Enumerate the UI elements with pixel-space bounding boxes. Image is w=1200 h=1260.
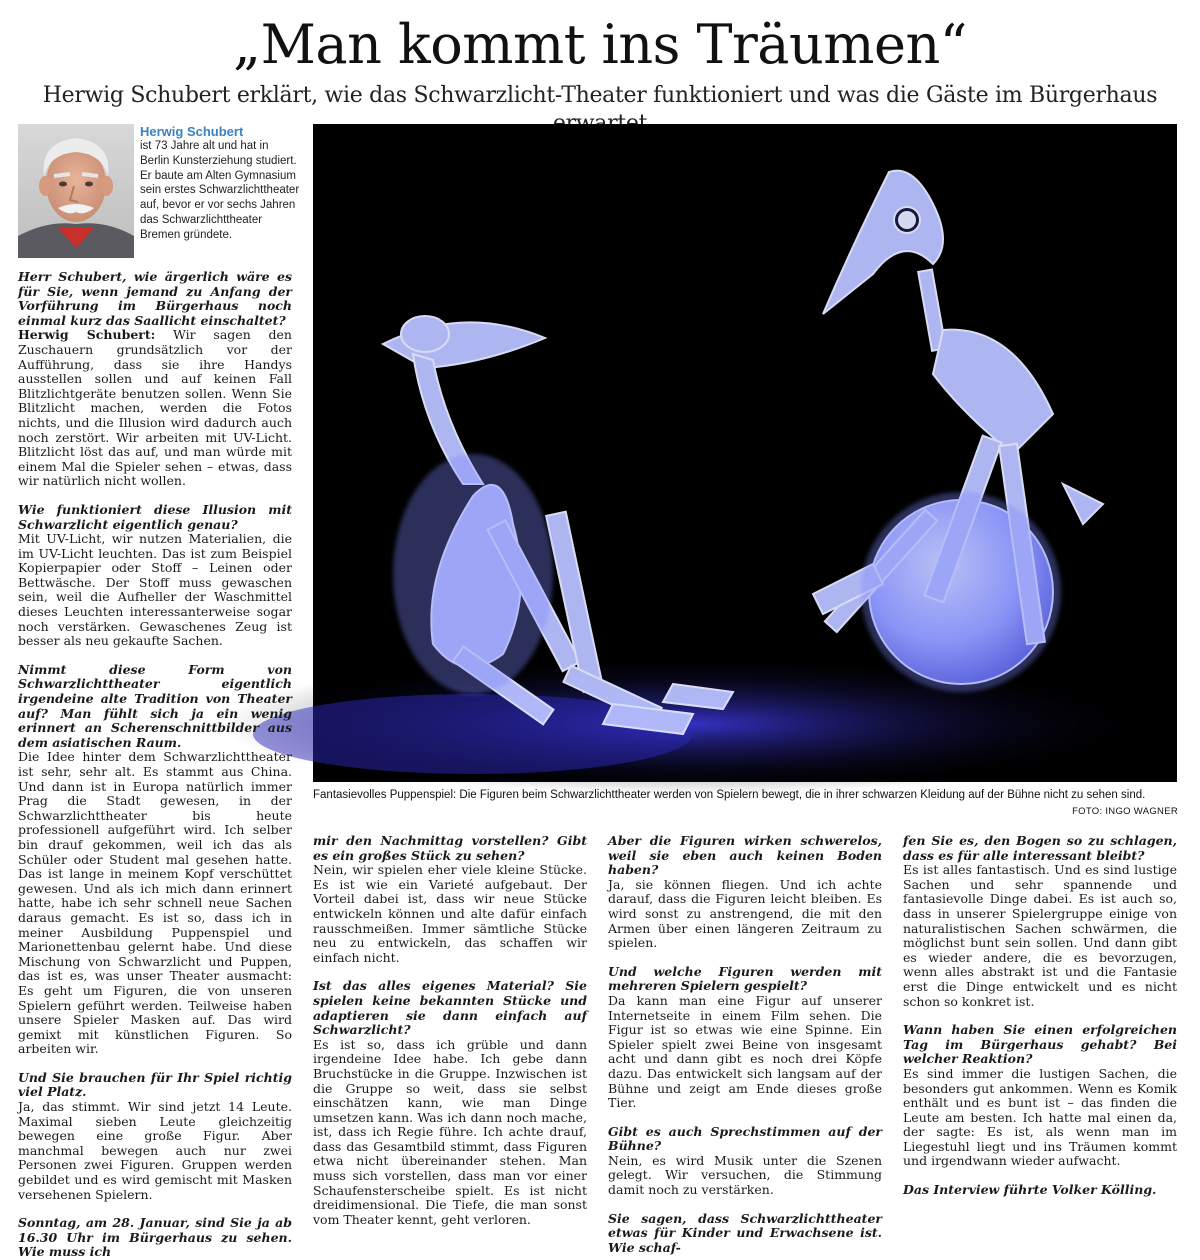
answer: Es ist so, dass ich grüble und dann irgendeine Idee habe. Ich gebe dann Bruchstücke in die Gruppe. Inzwischen ist die Gruppe so weit, dass sie selbst einschätzen kann, wie man Dinge umsetzen kann. Was ich dann noch mache, ist, dass ich Regie führe. Ich achte drauf, dass das Gesamtbild stimmt, dass Figuren etwa nicht übereinander stehen. Man muss sich vorstellen, dass man vor einer Schaufensterscheibe spielt. Es ist nicht dreidimensional. Die Tiefe, die man sonst vom Theater kennt, geht verloren. [313, 1036, 587, 1227]
qa-block [608, 965, 882, 1111]
qa-block [18, 1071, 292, 1202]
answer: Da kann man eine Figur auf unserer Internetseite in einem Film sehen. Die Figur ist so etwas wie eine Spinne. Ein Spieler spielt zwei Beine von insgesamt acht und dann gibt es noch drei Köpfe dazu. Das entwickelt sich langsam auf der Bühne und zeigt am Ende dieses große Tier. [608, 992, 882, 1111]
portrait-photo-icon [18, 124, 134, 258]
question: Wann haben Sie einen erfolgreichen Tag im Bürgerhaus gehabt? Bei welcher Reaktion? [903, 1022, 1177, 1067]
bio-box [18, 124, 300, 258]
question: mir den Nachmittag vorstellen? Gibt es ein großes Stück zu sehen? [313, 833, 587, 863]
qa-block [608, 1212, 882, 1256]
author-line: Das Interview führte Volker Kölling. [903, 1182, 1157, 1198]
question: Sonntag, am 28. Januar, sind Sie ja ab 16.30 Uhr im Bürgerhaus zu sehen. Wie muss ich [18, 1215, 292, 1260]
answer: Nein, es wird Musik unter die Szenen gelegt. Wir versuchen, die Stimmung damit noch zu verstärken. [608, 1152, 882, 1198]
question: Gibt es auch Sprechstimmen auf der Bühne? [608, 1123, 882, 1154]
answer: Mit UV-Licht, wir nutzen Materialien, die im UV-Licht leuchten. Das ist zum Beispiel Kopierpapier oder Stoff – Leinen oder Bettwäsche. Der Stoff muss gewaschen sein, weil die Aufheller der Waschmittel dieses Leuchten interessanterweise sogar noch verstärken. Gewaschenes Zeug ist besser als neu gekaufte Sachen. [18, 531, 292, 649]
qa-block [903, 834, 1177, 1009]
qa-block [608, 834, 882, 951]
answer: Wir sagen den Zuschauern grundsätzlich vor der Aufführung, dass sie ihre Handys ausstellen sollen und auf keinen Fall Blitzlichtgeräte benutzen sollen. Wenn Sie Blitzlicht machen, werden die Fotos nichts, und die Illusion wird dadurch auch noch zerstört. Wir arbeiten mit UV-Licht. Blitzlicht löst das auf, und man würde mit einem Mal die Spieler sehen – etwas, dass wir natürlich nicht wollen. [18, 327, 292, 489]
puppet-photo-icon [313, 124, 1177, 782]
qa-block [313, 979, 587, 1227]
answer: Ja, sie können fliegen. Und ich achte darauf, dass die Figuren leicht bleiben. Es wird sonst zu anstrengend, die mit den Armen über einen längeren Zeitraum zu spielen. [608, 876, 882, 951]
qa-block [608, 1125, 882, 1198]
puppet-photo [313, 124, 1177, 782]
qa-block [18, 1216, 292, 1260]
question: fen Sie es, den Bogen so zu schlagen, dass es für alle interessant bleibt? [903, 833, 1177, 863]
qa-block [18, 503, 292, 649]
photo-caption: Fantasievolles Puppenspiel: Die Figuren beim Schwarzlichttheater werden von Spielern bewegt, die in ihrer schwarzen Kleidung auf der Bühne nicht zu sehen sind. [313, 789, 1146, 801]
question: Herr Schubert, wie ärgerlich wäre es für Sie, wenn jemand zu Anfang der Vorführung im Bürgerhaus noch einmal kurz das Saallicht einschaltet? [18, 269, 292, 328]
article-column-2 [313, 833, 587, 1227]
photo-credit: FOTO: INGO WAGNER [1072, 806, 1178, 817]
answer: Es ist alles fantastisch. Und es sind lustige Sachen und sehr spannende und fantasievolle Dinge dabei. Es ist auch so, dass in unserer Spielergruppe einige von naturalistischen Sachen schwärmen, die möglichst bunt sein sollen. Und dann gibt es wieder andere, die es bevorzugen, wenn alles abstrakt ist und die Fantasie erst die Dinge entwickelt und es nicht schon so konkret ist. [903, 862, 1177, 1009]
speaker-label: Herwig Schubert: [18, 327, 156, 343]
question: Sie sagen, dass Schwarzlichttheater etwas für Kinder und Erwachsene ist. Wie schaf- [608, 1210, 882, 1255]
answer: Nein, wir spielen eher viele kleine Stücke. Es ist wie ein Varieté aufgebaut. Der Vorteil dabei ist, dass wir neue Stücke entwickeln können und alte dafür einfach rausschmeißen. Immer sämtliche Stücke neu zu entwickeln, das schaffen wir einfach nicht. [313, 862, 587, 965]
qa-block [313, 834, 587, 965]
article-column-4 [903, 833, 1177, 1198]
question: Nimmt diese Form von Schwarzlichttheater eigentlich irgendeine alte Tradition von Theater auf? Man fühlt sich ja ein wenig erinnert an Scherenschnittbilder aus dem asiatischen Raum. [18, 661, 292, 750]
qa-block [903, 1183, 1177, 1198]
qa-block [18, 663, 292, 1057]
article-column-1 [18, 269, 292, 1260]
bio-text: ist 73 Jahre alt und hat in Berlin Kunsterziehung studiert. Er baute am Alten Gymnasium sein erstes Schwarzlichttheater auf, bevor er vor sechs Jahren das Schwarzlichttheater Bremen gründete. [140, 140, 300, 241]
article-column-3 [608, 833, 882, 1255]
answer: Es sind immer die lustigen Sachen, die besonders gut ankommen. Wenn es Komik enthält und es bunt ist – das finden die Leute am besten. Ich hatte mal einen da, der sagte: Es ist, als wenn man im Liegestuhl liegt und ins Träumen kommt und irgendwann wieder aufwacht. [903, 1065, 1177, 1169]
qa-block [18, 270, 292, 489]
question: Und welche Figuren werden mit mehreren Spielern gespielt? [608, 963, 882, 994]
headline: „Man kommt ins Träumen“ [233, 13, 967, 76]
subheadline: Herwig Schubert erklärt, wie das Schwarzlicht-Theater funktioniert und was die Gäste im Bürgerhaus [42, 83, 1158, 108]
qa-block [903, 1023, 1177, 1169]
question: Und Sie brauchen für Ihr Spiel richtig viel Platz. [18, 1069, 292, 1100]
question: Wie funktioniert diese Illusion mit Schwarzlicht eigentlich genau? [18, 501, 292, 532]
bio-name: Herwig Schubert [140, 124, 244, 139]
portrait-photo [18, 124, 134, 258]
answer: Die Idee hinter dem Schwarzlichttheater ist sehr, sehr alt. Es stammt aus China. Und dann ist in Europa natürlich immer Prag die Stadt gewesen, in der Schwarzlichttheater bis heute professionell aufgeführt wird. Ich selber bin drauf gekommen, weil ich das als Schüler oder Student mal gesehen hatte. Das ist lange in meinem Kopf verschüttet gewesen. Und als ich mich dann erinnert hatte, habe ich sehr schnell neue Sachen daraus gemacht. Es ist so, dass ich in meiner Ausbildung Puppenspiel und Marionettenbau gelernt habe. Und diese Mischung von Schwarzlicht und Puppen, das ist es, was unser Theater ausmacht: Es geht um Figuren, die von unseren Spielern geführt werden. Teilweise haben unsere Spieler Masken auf. Das wird gemixt mit künstlichen Figuren. So arbeiten wir. [18, 749, 292, 1057]
question: Aber die Figuren wirken schwerelos, weil sie eben auch keinen Boden haben? [608, 833, 882, 878]
question: Ist das alles eigenes Material? Sie spielen keine bekannten Stücke und adaptieren sie dann einfach auf Schwarzlicht? [313, 978, 587, 1038]
answer: Ja, das stimmt. Wir sind jetzt 14 Leute. Maximal sieben Leute gleichzeitig bewegen eine große Figur. Aber manchmal bewegen auch nur zwei Personen zwei Figuren. Gruppen werden gebildet und es wird gemischt mit Masken versehenen Spielern. [18, 1099, 292, 1202]
